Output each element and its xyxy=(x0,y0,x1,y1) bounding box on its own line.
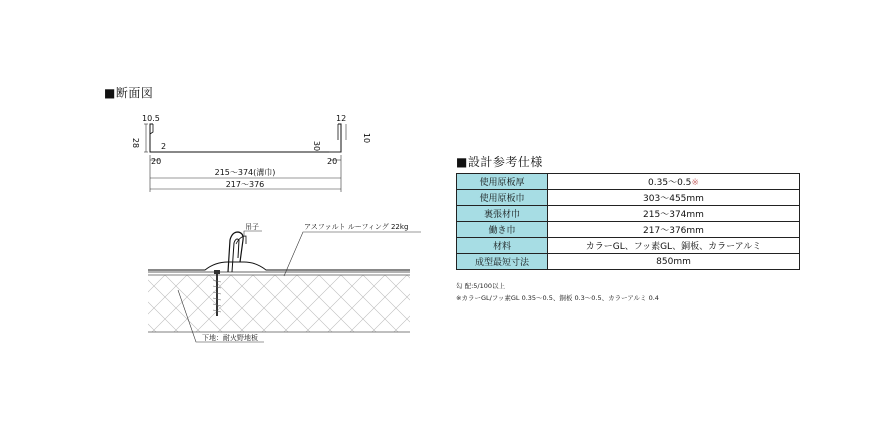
dim-bottom-left: 20 xyxy=(151,157,162,166)
table-row xyxy=(457,222,800,238)
roof-buildup-detail xyxy=(148,231,421,342)
dim-top-left: 10.5 xyxy=(142,114,160,123)
table-row xyxy=(457,174,800,190)
section-heading: ■断面図 xyxy=(104,86,154,100)
note-slope: 勾 配:5/100以上 xyxy=(456,282,505,290)
table-row xyxy=(457,206,800,222)
spec-label: 働き巾 xyxy=(457,222,548,238)
table-row xyxy=(457,254,800,270)
table-row xyxy=(457,190,800,206)
spec-value: 303～455mm xyxy=(548,190,800,206)
spec-label: 材料 xyxy=(457,238,548,254)
spec-label: 成型最短寸法 xyxy=(457,254,548,270)
dim-height-left: 28 xyxy=(131,137,140,149)
spec-value: 217～376mm xyxy=(548,222,800,238)
spec-value: 0.35～0.5※ xyxy=(548,174,800,190)
table-row xyxy=(457,238,800,254)
dim-top-right: 12 xyxy=(336,114,347,123)
spec-label: 使用原板厚 xyxy=(457,174,548,190)
dim-inner-left: 2 xyxy=(161,142,167,151)
note-material: ※カラーGL/フッ素GL 0.35～0.5、銅板 0.3～0.5、カラーアルミ 0.4 xyxy=(456,294,659,302)
spec-value: カラーGL、フッ素GL、銅板、カラーアルミ xyxy=(548,238,800,254)
spec-label: 裏張材巾 xyxy=(457,206,548,222)
dim-right-side: 10 xyxy=(362,132,371,144)
dim-bottom-right: 20 xyxy=(327,157,338,166)
spec-label: 使用原板巾 xyxy=(457,190,548,206)
spec-value: 850mm xyxy=(548,254,800,270)
dim-total-width: 217～376 xyxy=(225,180,265,189)
dim-inner-width: 215～374(溝巾) xyxy=(214,168,276,177)
label-asphalt-roofing: アスファルト ルーフィング 22kg xyxy=(304,223,409,231)
label-base-board: 下地：耐火野地板 xyxy=(202,334,258,342)
spec-value: 215～374mm xyxy=(548,206,800,222)
spec-heading: ■設計参考仕様 xyxy=(456,155,543,169)
dim-height-right: 30 xyxy=(312,140,321,152)
label-hanger: 吊子 xyxy=(245,223,259,231)
spec-table xyxy=(456,173,800,270)
